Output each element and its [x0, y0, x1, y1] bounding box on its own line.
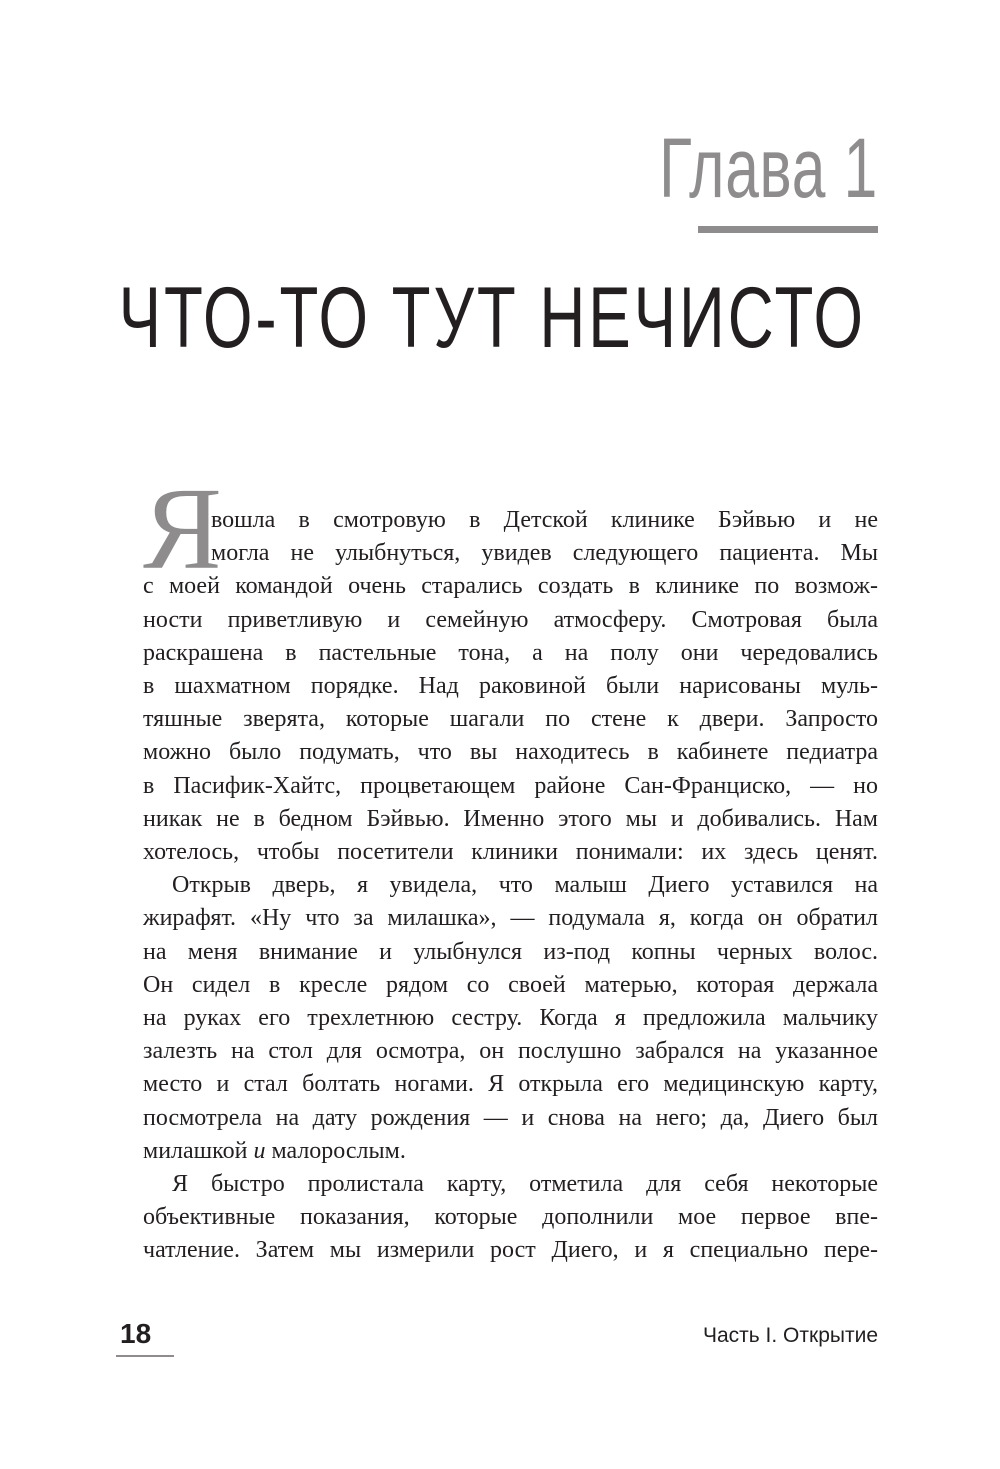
text-line: тяшные зверята, которые шагали по стене к двери. Запросто: [143, 706, 878, 733]
drop-cap: Я: [143, 463, 222, 594]
text-line: на руках его трехлетнюю сестру. Когда я предложила мальчику: [143, 1005, 878, 1032]
text-line: можно было подумать, что вы находитесь в кабинете педиатра: [143, 739, 878, 766]
text-line: раскрашена в пастельные тона, а на полу они чередовались: [143, 639, 878, 666]
text-line: могла не улыбнуться, увидев следующего пациента. Мы: [211, 540, 878, 567]
text-line: место и стал болтать ногами. Я открыла его медицинскую карту,: [143, 1071, 878, 1098]
text-line: хотелось, чтобы посетители клиники понимали: их здесь ценят.: [143, 839, 878, 866]
text-line: жирафят. «Ну что за милашка», — подумала я, когда он обратил: [143, 905, 878, 932]
text-line: ности приветливую и семейную атмосферу. Смотровая была: [143, 606, 878, 633]
paragraph-3: [143, 1168, 878, 1268]
text-line: вошла в смотровую в Детской клинике Бэйвью и не: [211, 507, 878, 533]
chapter-rule: [698, 226, 878, 233]
text-line: с моей командой очень старались создать в клинике по возмож-: [143, 573, 878, 600]
text-line: Я быстро пролистала карту, отметила для себя некоторые: [172, 1171, 878, 1198]
text-fragment: милашкой: [143, 1137, 254, 1164]
page-number-rule: [116, 1355, 174, 1357]
text-line: Открыв дверь, я увидела, что малыш Диего уставился на: [172, 872, 878, 899]
paragraph-1: [143, 504, 878, 869]
text-fragment: малорослым.: [265, 1137, 406, 1164]
paragraph-2: [143, 869, 878, 1168]
text-line: [143, 1135, 878, 1168]
text-line: на меня внимание и улыбнулся из-под копны черных волос.: [143, 938, 878, 965]
text-line: Он сидел в кресле рядом со своей матерью, которая держала: [143, 971, 878, 998]
text-line: залезть на стол для осмотра, он послушно забрался на указанное: [143, 1038, 878, 1065]
text-line: объективные показания, которые дополнили мое первое впе-: [143, 1204, 878, 1231]
body-text: [143, 504, 878, 1268]
running-footer: Часть I. Открытие: [702, 1324, 878, 1347]
text-line: в Пасифик-Хайтс, процветающем районе Сан-Франциско, — но: [143, 772, 878, 799]
chapter-label: Глава 1: [659, 121, 878, 215]
text-line: в шахматном порядке. Над раковиной были нарисованы муль-: [143, 673, 878, 700]
text-line: никак не в бедном Бэйвью. Именно этого мы и добивались. Нам: [143, 805, 878, 832]
text-line: посмотрела на дату рождения — и снова на него; да, Диего был: [143, 1104, 878, 1131]
page-number: 18: [120, 1318, 152, 1349]
chapter-title: ЧТО-ТО ТУТ НЕЧИСТО: [118, 270, 866, 366]
text-line: чатление. Затем мы измерили рост Диего, и я специально пере-: [143, 1237, 878, 1264]
italic-word: и: [253, 1137, 266, 1164]
